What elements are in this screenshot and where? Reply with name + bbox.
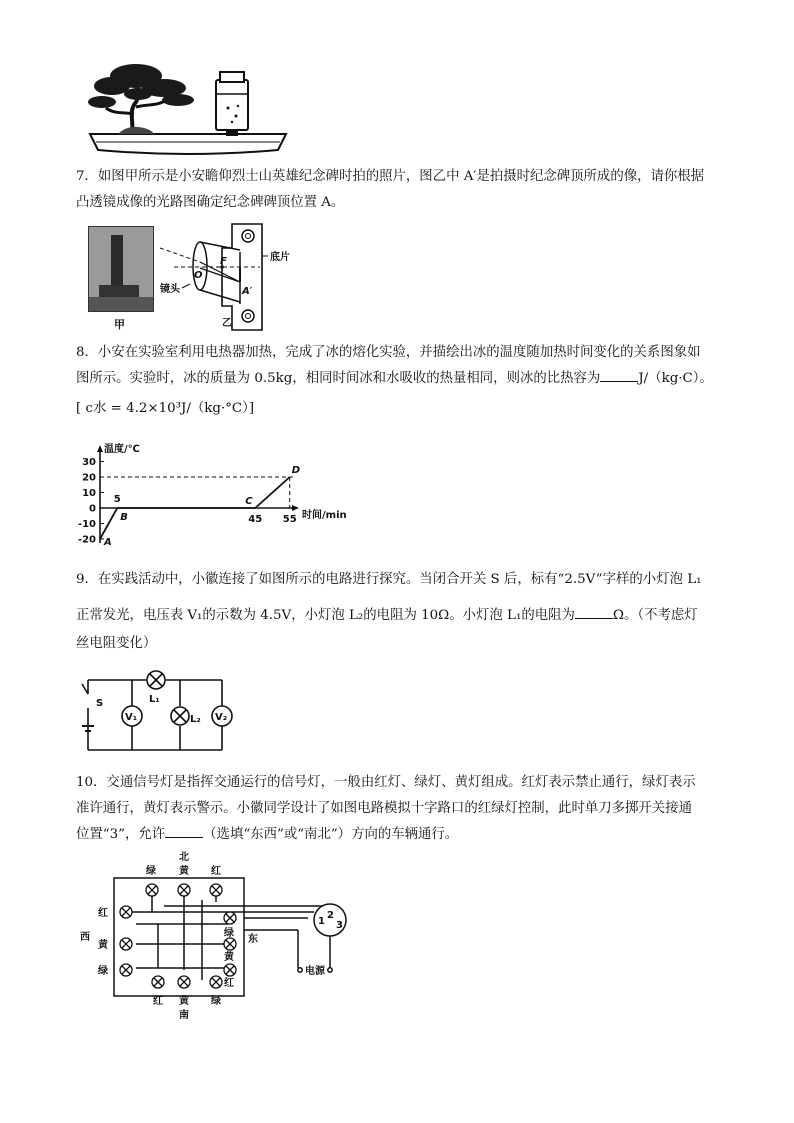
q10-label-power: 电源 bbox=[305, 966, 325, 977]
q10-answer-blank[interactable] bbox=[165, 823, 203, 838]
q10-line3-b: （选填“东西”或“南北”）方向的车辆通行。 bbox=[203, 827, 459, 842]
q10-label-w-green: 绿 bbox=[98, 966, 108, 977]
chart-x-tick-label: 45 bbox=[248, 514, 263, 525]
q10-label-n-green: 绿 bbox=[146, 866, 156, 877]
chart-xlabel: 时间/min bbox=[302, 510, 347, 521]
q10-switch-2: 2 bbox=[327, 910, 334, 921]
chart-x-tick-label: 5 bbox=[113, 494, 121, 505]
q9-line2-a: 正常发光，电压表 V₁的示数为 4.5V，小灯泡 L₂的电阻为 10Ω。小灯泡 L₁的电阻为 bbox=[76, 608, 575, 623]
q7-label-A-prime: A′ bbox=[242, 286, 253, 297]
q9-text bbox=[76, 566, 736, 658]
q7-line1: 7．如图甲所示是小安瞻仰烈士山英雄纪念碑时拍的照片，图乙中 A′是拍摄时纪念碑顶所成的像，请你根据 bbox=[76, 169, 705, 184]
chart-y-tick-label: 10 bbox=[82, 488, 96, 499]
q10-label-w-red: 红 bbox=[98, 908, 108, 919]
q10-label-north: 北 bbox=[179, 852, 189, 863]
q10-label-e-green: 绿 bbox=[224, 928, 234, 939]
q10-switch-1: 1 bbox=[318, 916, 325, 927]
q7-text bbox=[76, 164, 736, 216]
q7-label-film: 底片 bbox=[270, 252, 290, 263]
q8-line2-a: 图所示。实验时，冰的质量为 0.5kg，相同时间冰和水吸收的热量相同，则冰的比热容为 bbox=[76, 371, 601, 386]
q9-circuit-diagram bbox=[76, 664, 240, 760]
q9-label-V2: V₂ bbox=[215, 712, 228, 723]
bonsai-tray-figure bbox=[88, 62, 288, 157]
chart-point-C: C bbox=[245, 496, 253, 507]
chart-x-arrow bbox=[292, 505, 299, 511]
q7-lens-diagram bbox=[160, 218, 310, 330]
chart-point-D: D bbox=[291, 465, 301, 476]
q10-label-n-red: 红 bbox=[211, 866, 221, 877]
q7-label-yi: 乙 bbox=[222, 318, 232, 329]
q9-answer-blank[interactable] bbox=[575, 604, 613, 619]
q7-label-O: O bbox=[194, 270, 203, 281]
q7-label-lens: 镜头 bbox=[160, 284, 180, 295]
q9-line2-b: Ω。（不考虑灯 bbox=[612, 608, 698, 623]
q10-label-w-yellow: 黄 bbox=[98, 940, 108, 951]
q8-text bbox=[76, 340, 736, 422]
q10-label-e-yellow: 黄 bbox=[224, 952, 234, 963]
chart-y-tick-label: 30 bbox=[82, 457, 96, 468]
q7-label-jia: 甲 bbox=[114, 318, 125, 331]
q10-label-west: 西 bbox=[80, 932, 90, 943]
chart-y-tick-label: 0 bbox=[89, 503, 96, 515]
q7-photo-jia bbox=[88, 226, 154, 312]
q10-label-s-yellow: 黄 bbox=[179, 996, 189, 1007]
chart-y-tick-label: -20 bbox=[77, 534, 96, 546]
chart-point-B: B bbox=[120, 512, 128, 523]
q8-temperature-chart bbox=[70, 442, 347, 548]
q8-formula: [ c水 = 4.2×10³J/（kg·°C）] bbox=[76, 401, 255, 416]
q10-label-n-yellow: 黄 bbox=[179, 866, 189, 877]
chart-y-arrow bbox=[97, 445, 103, 452]
q10-label-east: 东 bbox=[248, 934, 258, 945]
q9-label-S: S bbox=[96, 698, 104, 709]
q9-label-L2: L₂ bbox=[190, 714, 201, 725]
q10-text bbox=[76, 770, 736, 848]
q10-traffic-circuit bbox=[78, 852, 358, 1024]
q10-line3-a: 位置“3”，允许 bbox=[76, 827, 166, 842]
q8-line1: 8．小安在实验室利用电热器加热，完成了冰的熔化实验，并描绘出冰的温度随加热时间变化的关系图象如 bbox=[76, 345, 701, 360]
q10-line1: 10．交通信号灯是指挥交通运行的信号灯，一般由红灯、绿灯、黄灯组成。红灯表示禁止通行，绿灯表示 bbox=[76, 775, 696, 790]
q9-label-L1: L₁ bbox=[149, 694, 160, 705]
chart-point-A: A bbox=[104, 537, 112, 548]
q10-switch-3: 3 bbox=[336, 920, 343, 931]
q10-label-e-red: 红 bbox=[224, 978, 234, 989]
q7-line2: 凸透镜成像的光路图确定纪念碑碑顶位置 A。 bbox=[76, 195, 345, 210]
q9-line3: 丝电阻变化） bbox=[76, 636, 157, 651]
q8-line2-b: J/（kg·C）。 bbox=[638, 371, 713, 386]
chart-y-tick-label: -10 bbox=[77, 519, 96, 530]
q10-label-south: 南 bbox=[179, 1010, 189, 1021]
q7-label-F: F bbox=[220, 256, 227, 267]
q10-label-s-red: 红 bbox=[153, 996, 163, 1007]
chart-x-tick-label: 55 bbox=[282, 514, 297, 525]
chart-ylabel: 温度/℃ bbox=[104, 444, 140, 455]
chart-y-tick-label: 20 bbox=[82, 472, 96, 484]
q10-label-s-green: 绿 bbox=[211, 996, 221, 1007]
q10-line2: 准许通行，黄灯表示警示。小徽同学设计了如图电路模拟十字路口的红绿灯控制，此时单刀多掷开关接通 bbox=[76, 801, 692, 816]
q9-line1: 9．在实践活动中，小徽连接了如图所示的电路进行探究。当闭合开关 S 后，标有“2.5V”字样的小灯泡 L₁ bbox=[76, 572, 702, 587]
q8-answer-blank[interactable] bbox=[600, 367, 638, 382]
q9-label-V1: V₁ bbox=[125, 712, 138, 723]
